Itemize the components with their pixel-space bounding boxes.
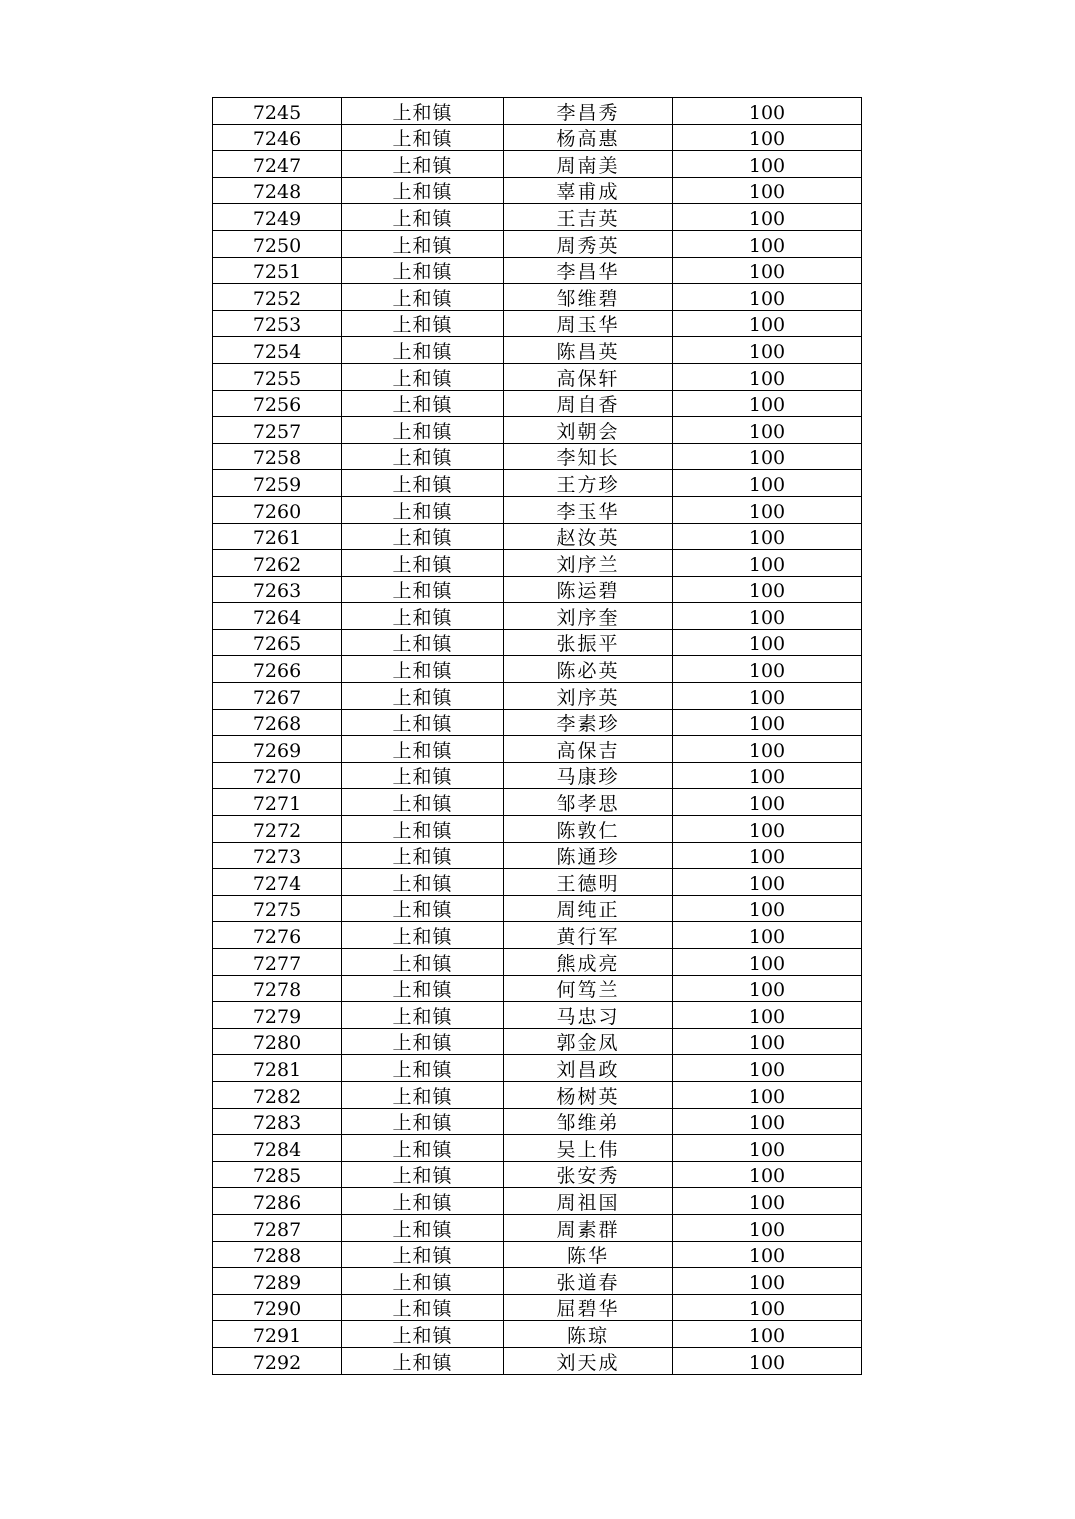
table-row [213,1002,862,1029]
name-cell: 陈敦仁 [504,816,673,843]
row-number-cell: 7268 [213,709,342,736]
town-cell: 上和镇 [342,1055,504,1082]
name-cell: 李知长 [504,443,673,470]
amount-cell: 100 [673,736,862,763]
row-number-cell: 7270 [213,762,342,789]
table-row [213,1161,862,1188]
table-row [213,1188,862,1215]
town-cell: 上和镇 [342,949,504,976]
name-cell: 郭金凤 [504,1028,673,1055]
row-number-cell: 7288 [213,1241,342,1268]
amount-cell: 100 [673,789,862,816]
town-cell: 上和镇 [342,496,504,523]
town-cell: 上和镇 [342,98,504,125]
row-number-cell: 7271 [213,789,342,816]
table-row [213,443,862,470]
table-row [213,762,862,789]
town-cell: 上和镇 [342,629,504,656]
amount-cell: 100 [673,310,862,337]
town-cell: 上和镇 [342,1108,504,1135]
town-cell: 上和镇 [342,550,504,577]
amount-cell: 100 [673,762,862,789]
table-row [213,230,862,257]
row-number-cell: 7258 [213,443,342,470]
row-number-cell: 7266 [213,656,342,683]
amount-cell: 100 [673,177,862,204]
name-cell: 邹维碧 [504,284,673,311]
table-row [213,390,862,417]
table-row [213,656,862,683]
name-cell: 李昌华 [504,257,673,284]
row-number-cell: 7274 [213,869,342,896]
amount-cell: 100 [673,1347,862,1374]
row-number-cell: 7260 [213,496,342,523]
amount-cell: 100 [673,656,862,683]
town-cell: 上和镇 [342,683,504,710]
row-number-cell: 7254 [213,337,342,364]
name-cell: 周玉华 [504,310,673,337]
amount-cell: 100 [673,363,862,390]
table-row [213,257,862,284]
amount-cell: 100 [673,1241,862,1268]
table-row [213,470,862,497]
amount-cell: 100 [673,576,862,603]
amount-cell: 100 [673,390,862,417]
row-number-cell: 7256 [213,390,342,417]
row-number-cell: 7247 [213,151,342,178]
table-row [213,1321,862,1348]
name-cell: 高保轩 [504,363,673,390]
name-cell: 王吉英 [504,204,673,231]
table-row [213,523,862,550]
row-number-cell: 7286 [213,1188,342,1215]
amount-cell: 100 [673,204,862,231]
name-cell: 马忠习 [504,1002,673,1029]
amount-cell: 100 [673,1161,862,1188]
name-cell: 吴上伟 [504,1135,673,1162]
town-cell: 上和镇 [342,337,504,364]
name-cell: 何笃兰 [504,975,673,1002]
table-row [213,204,862,231]
town-cell: 上和镇 [342,1347,504,1374]
table-row [213,576,862,603]
amount-cell: 100 [673,496,862,523]
table-row [213,629,862,656]
table-row [213,363,862,390]
table-row [213,337,862,364]
name-cell: 陈必英 [504,656,673,683]
name-cell: 陈通珍 [504,842,673,869]
amount-cell: 100 [673,1294,862,1321]
amount-cell: 100 [673,1188,862,1215]
row-number-cell: 7259 [213,470,342,497]
table-row [213,816,862,843]
table-row [213,550,862,577]
amount-cell: 100 [673,337,862,364]
name-cell: 邹维弟 [504,1108,673,1135]
row-number-cell: 7276 [213,922,342,949]
table-row [213,1108,862,1135]
row-number-cell: 7252 [213,284,342,311]
amount-cell: 100 [673,1055,862,1082]
row-number-cell: 7282 [213,1081,342,1108]
town-cell: 上和镇 [342,922,504,949]
town-cell: 上和镇 [342,709,504,736]
name-cell: 刘序奎 [504,603,673,630]
row-number-cell: 7245 [213,98,342,125]
row-number-cell: 7263 [213,576,342,603]
name-cell: 高保吉 [504,736,673,763]
table-row [213,922,862,949]
amount-cell: 100 [673,1081,862,1108]
table-row [213,683,862,710]
name-cell: 马康珍 [504,762,673,789]
amount-cell: 100 [673,230,862,257]
town-cell: 上和镇 [342,1294,504,1321]
amount-cell: 100 [673,1268,862,1295]
row-number-cell: 7257 [213,417,342,444]
row-number-cell: 7269 [213,736,342,763]
name-cell: 刘序英 [504,683,673,710]
row-number-cell: 7246 [213,124,342,151]
name-cell: 杨树英 [504,1081,673,1108]
table-row [213,1294,862,1321]
table-row [213,151,862,178]
name-cell: 陈运碧 [504,576,673,603]
row-number-cell: 7292 [213,1347,342,1374]
table-row [213,417,862,444]
table-row [213,1241,862,1268]
name-cell: 周素群 [504,1214,673,1241]
town-cell: 上和镇 [342,1188,504,1215]
town-cell: 上和镇 [342,895,504,922]
name-cell: 杨高惠 [504,124,673,151]
row-number-cell: 7277 [213,949,342,976]
name-cell: 陈琼 [504,1321,673,1348]
row-number-cell: 7281 [213,1055,342,1082]
town-cell: 上和镇 [342,656,504,683]
amount-cell: 100 [673,284,862,311]
row-number-cell: 7275 [213,895,342,922]
amount-cell: 100 [673,98,862,125]
name-cell: 刘朝会 [504,417,673,444]
town-cell: 上和镇 [342,363,504,390]
amount-cell: 100 [673,257,862,284]
row-number-cell: 7285 [213,1161,342,1188]
amount-cell: 100 [673,1321,862,1348]
row-number-cell: 7272 [213,816,342,843]
amount-cell: 100 [673,417,862,444]
town-cell: 上和镇 [342,443,504,470]
amount-cell: 100 [673,1135,862,1162]
row-number-cell: 7262 [213,550,342,577]
table-row [213,842,862,869]
row-number-cell: 7261 [213,523,342,550]
roster-table [212,97,862,1375]
town-cell: 上和镇 [342,842,504,869]
row-number-cell: 7255 [213,363,342,390]
name-cell: 屈碧华 [504,1294,673,1321]
name-cell: 刘天成 [504,1347,673,1374]
town-cell: 上和镇 [342,1214,504,1241]
name-cell: 周秀英 [504,230,673,257]
amount-cell: 100 [673,443,862,470]
row-number-cell: 7267 [213,683,342,710]
row-number-cell: 7249 [213,204,342,231]
name-cell: 王德明 [504,869,673,896]
town-cell: 上和镇 [342,1321,504,1348]
table-row [213,124,862,151]
name-cell: 张振平 [504,629,673,656]
name-cell: 周纯正 [504,895,673,922]
row-number-cell: 7283 [213,1108,342,1135]
amount-cell: 100 [673,1108,862,1135]
name-cell: 刘昌政 [504,1055,673,1082]
table-row [213,1081,862,1108]
town-cell: 上和镇 [342,204,504,231]
name-cell: 邹孝思 [504,789,673,816]
name-cell: 周南美 [504,151,673,178]
name-cell: 陈昌英 [504,337,673,364]
table-row [213,895,862,922]
row-number-cell: 7273 [213,842,342,869]
amount-cell: 100 [673,550,862,577]
town-cell: 上和镇 [342,789,504,816]
town-cell: 上和镇 [342,736,504,763]
row-number-cell: 7265 [213,629,342,656]
amount-cell: 100 [673,629,862,656]
name-cell: 黄行军 [504,922,673,949]
row-number-cell: 7289 [213,1268,342,1295]
name-cell: 李素珍 [504,709,673,736]
amount-cell: 100 [673,603,862,630]
table-row [213,975,862,1002]
town-cell: 上和镇 [342,1135,504,1162]
name-cell: 张道春 [504,1268,673,1295]
town-cell: 上和镇 [342,470,504,497]
town-cell: 上和镇 [342,417,504,444]
row-number-cell: 7251 [213,257,342,284]
amount-cell: 100 [673,816,862,843]
name-cell: 周自香 [504,390,673,417]
row-number-cell: 7287 [213,1214,342,1241]
town-cell: 上和镇 [342,284,504,311]
name-cell: 陈华 [504,1241,673,1268]
table-row [213,1055,862,1082]
amount-cell: 100 [673,124,862,151]
town-cell: 上和镇 [342,151,504,178]
table-row [213,177,862,204]
town-cell: 上和镇 [342,1161,504,1188]
table-row [213,709,862,736]
row-number-cell: 7264 [213,603,342,630]
row-number-cell: 7284 [213,1135,342,1162]
town-cell: 上和镇 [342,762,504,789]
amount-cell: 100 [673,523,862,550]
row-number-cell: 7290 [213,1294,342,1321]
amount-cell: 100 [673,151,862,178]
row-number-cell: 7279 [213,1002,342,1029]
town-cell: 上和镇 [342,257,504,284]
table-row [213,1135,862,1162]
town-cell: 上和镇 [342,1002,504,1029]
amount-cell: 100 [673,1028,862,1055]
town-cell: 上和镇 [342,869,504,896]
town-cell: 上和镇 [342,975,504,1002]
row-number-cell: 7278 [213,975,342,1002]
table-row [213,1268,862,1295]
row-number-cell: 7248 [213,177,342,204]
table-row [213,1028,862,1055]
roster-table-container [212,97,861,1375]
name-cell: 周祖国 [504,1188,673,1215]
name-cell: 刘序兰 [504,550,673,577]
name-cell: 熊成亮 [504,949,673,976]
town-cell: 上和镇 [342,603,504,630]
table-row [213,949,862,976]
table-row [213,869,862,896]
table-row [213,603,862,630]
town-cell: 上和镇 [342,576,504,603]
table-row [213,310,862,337]
town-cell: 上和镇 [342,1028,504,1055]
amount-cell: 100 [673,1214,862,1241]
name-cell: 王方珍 [504,470,673,497]
amount-cell: 100 [673,949,862,976]
name-cell: 张安秀 [504,1161,673,1188]
amount-cell: 100 [673,869,862,896]
amount-cell: 100 [673,683,862,710]
amount-cell: 100 [673,922,862,949]
row-number-cell: 7291 [213,1321,342,1348]
town-cell: 上和镇 [342,1268,504,1295]
table-row [213,789,862,816]
table-row [213,1347,862,1374]
table-row [213,496,862,523]
amount-cell: 100 [673,895,862,922]
town-cell: 上和镇 [342,390,504,417]
name-cell: 李昌秀 [504,98,673,125]
name-cell: 辜甫成 [504,177,673,204]
table-row [213,736,862,763]
table-row [213,1214,862,1241]
town-cell: 上和镇 [342,1241,504,1268]
town-cell: 上和镇 [342,124,504,151]
amount-cell: 100 [673,842,862,869]
row-number-cell: 7253 [213,310,342,337]
roster-table-body [213,98,862,1375]
row-number-cell: 7280 [213,1028,342,1055]
town-cell: 上和镇 [342,310,504,337]
amount-cell: 100 [673,975,862,1002]
town-cell: 上和镇 [342,230,504,257]
table-row [213,98,862,125]
town-cell: 上和镇 [342,816,504,843]
name-cell: 李玉华 [504,496,673,523]
amount-cell: 100 [673,709,862,736]
amount-cell: 100 [673,470,862,497]
table-row [213,284,862,311]
town-cell: 上和镇 [342,1081,504,1108]
amount-cell: 100 [673,1002,862,1029]
town-cell: 上和镇 [342,523,504,550]
name-cell: 赵汝英 [504,523,673,550]
town-cell: 上和镇 [342,177,504,204]
row-number-cell: 7250 [213,230,342,257]
